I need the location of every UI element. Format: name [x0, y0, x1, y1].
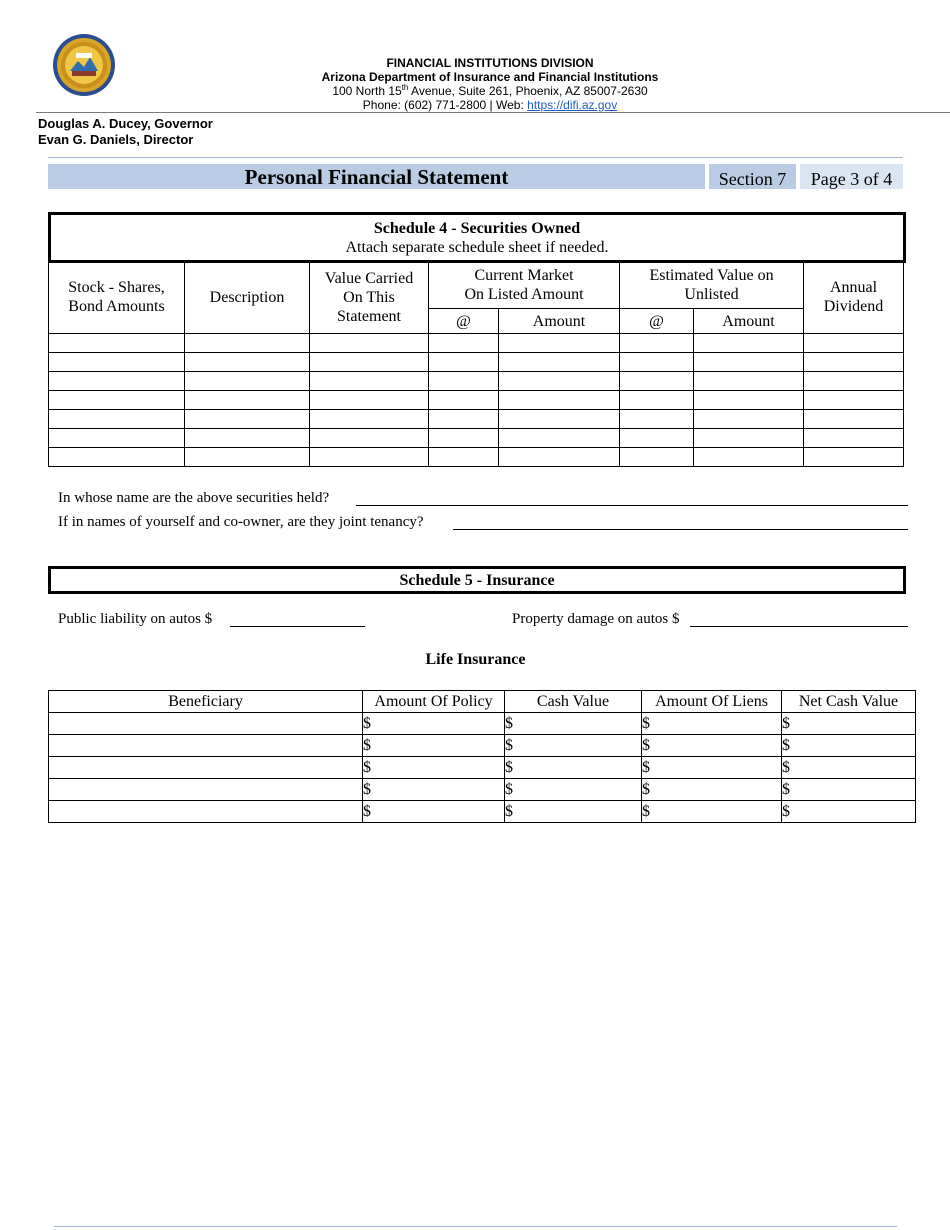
schedule5-title: Schedule 5 - Insurance	[48, 566, 906, 594]
col-annual-dividend: Annual Dividend	[804, 261, 904, 334]
col-estimated-at: @	[620, 309, 694, 334]
table-row[interactable]: $ $ $ $	[49, 757, 916, 779]
col-market-at: @	[429, 309, 499, 334]
director-name: Evan G. Daniels, Director	[38, 132, 194, 147]
col-net-cash-value: Net Cash Value	[782, 691, 916, 713]
table-row[interactable]	[49, 429, 904, 448]
life-insurance-table	[48, 690, 916, 823]
col-value-carried: Value Carried On This Statement	[310, 261, 429, 334]
securities-holder-field[interactable]	[356, 505, 908, 506]
state-seal-logo	[52, 33, 116, 97]
table-row[interactable]	[49, 372, 904, 391]
department-name: Arizona Department of Insurance and Financial Institutions	[321, 70, 659, 84]
title-bar	[48, 164, 903, 189]
col-amount-of-policy: Amount Of Policy	[363, 691, 505, 713]
col-stock-shares: Stock - Shares, Bond Amounts	[49, 261, 185, 334]
col-estimated-value: Estimated Value on Unlisted	[620, 261, 804, 309]
table-row[interactable]	[49, 334, 904, 353]
section-label: Section 7	[709, 164, 796, 189]
office-address: 100 North 15th Avenue, Suite 261, Phoenix, AZ 85007-2630	[332, 83, 648, 98]
public-liability-field[interactable]	[230, 626, 365, 627]
header-divider	[36, 112, 950, 113]
table-row[interactable]: $ $ $ $	[49, 779, 916, 801]
property-damage-label: Property damage on autos $	[512, 611, 680, 627]
footer-divider	[54, 1226, 897, 1227]
page-number: Page 3 of 4	[800, 164, 903, 189]
schedule4-title: Schedule 4 - Securities Owned	[373, 220, 581, 237]
col-estimated-amount: Amount	[694, 309, 804, 334]
schedule4-note: Attach separate schedule sheet if needed.	[345, 239, 609, 256]
website-link[interactable]: https://difi.az.gov	[527, 98, 618, 112]
table-row[interactable]: $ $ $ $	[49, 735, 916, 757]
table-row[interactable]	[49, 353, 904, 372]
question-securities-holder: In whose name are the above securities held?	[58, 490, 330, 506]
question-joint-tenancy: If in names of yourself and co-owner, are they joint tenancy?	[58, 514, 424, 530]
table-row[interactable]	[49, 448, 904, 467]
property-damage-field[interactable]	[690, 626, 908, 627]
phone-text: Phone: (602) 771-2800 | Web:	[362, 98, 528, 112]
public-liability-label: Public liability on autos $	[58, 611, 213, 627]
col-market-amount: Amount	[499, 309, 620, 334]
col-beneficiary: Beneficiary	[49, 691, 363, 713]
securities-table	[48, 260, 904, 467]
governor-name: Douglas A. Ducey, Governor	[38, 116, 213, 131]
life-insurance-title: Life Insurance	[425, 651, 526, 668]
joint-tenancy-field[interactable]	[453, 529, 908, 530]
table-row[interactable]	[49, 410, 904, 429]
table-row[interactable]: $ $ $ $	[49, 801, 916, 823]
division-name: FINANCIAL INSTITUTIONS DIVISION	[386, 56, 594, 70]
title-divider	[48, 157, 903, 158]
col-description: Description	[185, 261, 310, 334]
col-cash-value: Cash Value	[505, 691, 642, 713]
page-title: Personal Financial Statement	[48, 164, 705, 189]
col-amount-of-liens: Amount Of Liens	[642, 691, 782, 713]
table-row[interactable]: $ $ $ $	[49, 713, 916, 735]
col-current-market: Current Market On Listed Amount	[429, 261, 620, 309]
contact-info	[230, 98, 750, 112]
schedule4-header	[48, 212, 906, 263]
table-row[interactable]	[49, 391, 904, 410]
